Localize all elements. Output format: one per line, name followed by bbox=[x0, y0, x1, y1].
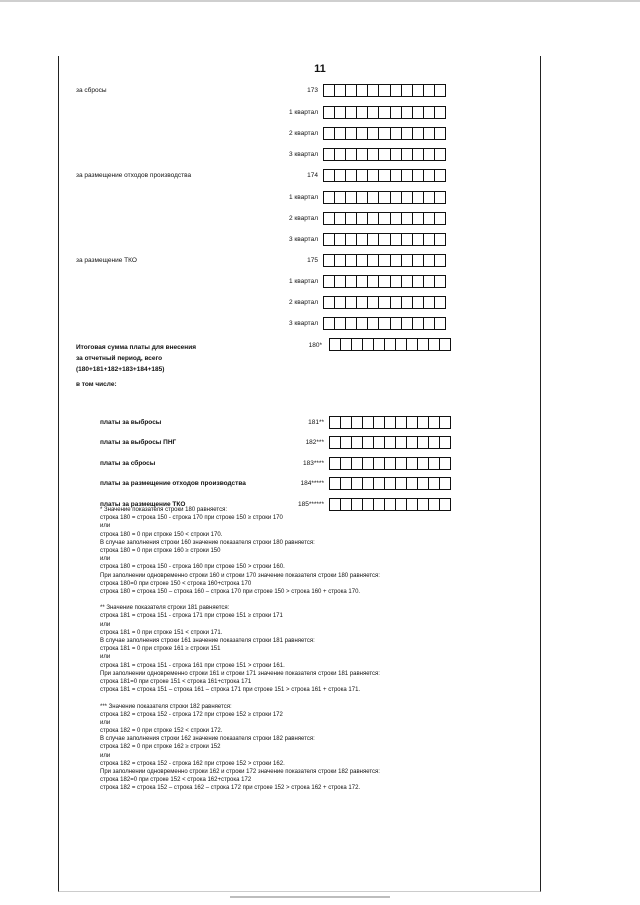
digit-cell[interactable] bbox=[385, 458, 396, 469]
digit-cell[interactable] bbox=[346, 297, 357, 308]
digit-cell[interactable] bbox=[357, 128, 368, 139]
scan-edge-top bbox=[0, 0, 640, 2]
digit-cell[interactable] bbox=[368, 85, 379, 96]
sub-row-label: платы за размещение отходов производства bbox=[100, 480, 246, 487]
sub-row-digit-cells[interactable] bbox=[329, 477, 451, 490]
digit-cell[interactable] bbox=[429, 478, 440, 489]
digit-cell[interactable] bbox=[396, 339, 407, 350]
row-code: 1 квартал bbox=[288, 109, 318, 116]
total-sum-code: 180* bbox=[308, 342, 322, 349]
footnote-line: или bbox=[100, 556, 111, 563]
row-code: 3 квартал bbox=[288, 236, 318, 243]
row-digit-cells[interactable] bbox=[323, 275, 446, 288]
digit-cell[interactable] bbox=[413, 297, 424, 308]
digit-cell[interactable] bbox=[346, 107, 357, 118]
digit-cell[interactable] bbox=[324, 192, 335, 203]
digit-cell[interactable] bbox=[335, 213, 346, 224]
row-digit-cells[interactable] bbox=[323, 127, 446, 140]
digit-cell[interactable] bbox=[335, 234, 346, 245]
digit-cell[interactable] bbox=[424, 192, 435, 203]
sub-row-digit-cells[interactable] bbox=[329, 457, 451, 470]
digit-cell[interactable] bbox=[424, 276, 435, 287]
digit-cell[interactable] bbox=[396, 458, 407, 469]
digit-cell[interactable] bbox=[407, 417, 418, 428]
row-digit-cells[interactable] bbox=[323, 191, 446, 204]
row-digit-cells[interactable] bbox=[323, 317, 446, 330]
digit-cell[interactable] bbox=[435, 255, 445, 266]
digit-cell[interactable] bbox=[396, 437, 407, 448]
digit-cell[interactable] bbox=[424, 213, 435, 224]
digit-cell[interactable] bbox=[324, 85, 335, 96]
digit-cell[interactable] bbox=[435, 128, 445, 139]
digit-cell[interactable] bbox=[368, 107, 379, 118]
digit-cell[interactable] bbox=[357, 149, 368, 160]
digit-cell[interactable] bbox=[391, 318, 402, 329]
footnote-line: строка 182 = строка 152 - строка 172 при строке 152 ≥ строки 172 bbox=[100, 711, 283, 718]
digit-cell[interactable] bbox=[402, 297, 413, 308]
digit-cell[interactable] bbox=[391, 192, 402, 203]
digit-cell[interactable] bbox=[330, 478, 341, 489]
digit-cell[interactable] bbox=[335, 276, 346, 287]
row-code: 2 квартал bbox=[288, 130, 318, 137]
digit-cell[interactable] bbox=[368, 149, 379, 160]
row-digit-cells[interactable] bbox=[323, 212, 446, 225]
digit-cell[interactable] bbox=[435, 213, 445, 224]
digit-cell[interactable] bbox=[391, 297, 402, 308]
digit-cell[interactable] bbox=[429, 437, 440, 448]
digit-cell[interactable] bbox=[391, 107, 402, 118]
digit-cell[interactable] bbox=[363, 437, 374, 448]
digit-cell[interactable] bbox=[402, 149, 413, 160]
footnote-line: или bbox=[100, 719, 111, 726]
row-label: за размещение ТКО bbox=[76, 257, 137, 264]
digit-cell[interactable] bbox=[363, 478, 374, 489]
digit-cell[interactable] bbox=[335, 107, 346, 118]
digit-cell[interactable] bbox=[429, 499, 440, 510]
row-code: 2 квартал bbox=[288, 299, 318, 306]
footnote-line: строка 181 = строка 151 – строка 161 – строка 171 при строке 151 > строка 161 + строка 171. bbox=[100, 687, 361, 694]
footnote-line: строка 181 = строка 151 - строка 161 при строке 151 > строки 161. bbox=[100, 662, 285, 669]
digit-cell[interactable] bbox=[413, 318, 424, 329]
digit-cell[interactable] bbox=[429, 339, 440, 350]
digit-cell[interactable] bbox=[330, 458, 341, 469]
footnote-line: строка 180=0 при строке 150 < строка 160+строка 170 bbox=[100, 580, 252, 587]
digit-cell[interactable] bbox=[396, 417, 407, 428]
digit-cell[interactable] bbox=[379, 85, 390, 96]
footnote-line: или bbox=[100, 523, 111, 530]
row-code: 3 квартал bbox=[288, 320, 318, 327]
digit-cell[interactable] bbox=[402, 128, 413, 139]
sub-row-code: 183**** bbox=[303, 460, 324, 467]
footnote-line bbox=[100, 596, 380, 604]
row-label: за размещение отходов производства bbox=[76, 172, 192, 179]
footnote-line: строка 180 = строка 150 - строка 170 при строке 150 ≥ строки 170 bbox=[100, 515, 283, 522]
digit-cell[interactable] bbox=[440, 437, 450, 448]
digit-cell[interactable] bbox=[341, 478, 352, 489]
digit-cell[interactable] bbox=[424, 107, 435, 118]
digit-cell[interactable] bbox=[379, 297, 390, 308]
digit-cell[interactable] bbox=[335, 85, 346, 96]
digit-cell[interactable] bbox=[402, 213, 413, 224]
digit-cell[interactable] bbox=[435, 149, 445, 160]
sub-row-label: платы за размещение ТКО bbox=[100, 501, 186, 508]
footnote-line: строка 181 = 0 при строке 161 ≥ строки 151 bbox=[100, 646, 221, 653]
digit-cell[interactable] bbox=[402, 276, 413, 287]
row-code: 173 bbox=[307, 87, 318, 94]
digit-cell[interactable] bbox=[335, 170, 346, 181]
digit-cell[interactable] bbox=[435, 234, 445, 245]
footnote-line: или bbox=[100, 621, 111, 628]
digit-cell[interactable] bbox=[379, 276, 390, 287]
digit-cell[interactable] bbox=[341, 339, 352, 350]
digit-cell[interactable] bbox=[357, 107, 368, 118]
footnote-line: строка 180 = 0 при строке 160 ≥ строки 150 bbox=[100, 547, 221, 554]
digit-cell[interactable] bbox=[413, 276, 424, 287]
footnote-line: В случае заполнения строки 160 значение показателя строки 180 равняется: bbox=[100, 539, 315, 546]
digit-cell[interactable] bbox=[379, 170, 390, 181]
footnote-line: строка 180 = строка 150 – строка 160 – строка 170 при строке 150 > строка 160 + строка 170. bbox=[100, 588, 361, 595]
digit-cell[interactable] bbox=[324, 107, 335, 118]
digit-cell[interactable] bbox=[435, 297, 445, 308]
digit-cell[interactable] bbox=[363, 417, 374, 428]
digit-cell[interactable] bbox=[379, 234, 390, 245]
row-digit-cells[interactable] bbox=[323, 254, 446, 267]
digit-cell[interactable] bbox=[385, 499, 396, 510]
digit-cell[interactable] bbox=[346, 170, 357, 181]
digit-cell[interactable] bbox=[424, 85, 435, 96]
digit-cell[interactable] bbox=[335, 255, 346, 266]
digit-cell[interactable] bbox=[324, 255, 335, 266]
digit-cell[interactable] bbox=[368, 297, 379, 308]
digit-cell[interactable] bbox=[402, 170, 413, 181]
digit-cell[interactable] bbox=[402, 192, 413, 203]
digit-cell[interactable] bbox=[357, 234, 368, 245]
digit-cell[interactable] bbox=[424, 149, 435, 160]
digit-cell[interactable] bbox=[368, 318, 379, 329]
footnote-line: строка 182=0 при строке 152 < строка 162+строка 172 bbox=[100, 777, 252, 784]
digit-cell[interactable] bbox=[324, 234, 335, 245]
digit-cell[interactable] bbox=[407, 458, 418, 469]
digit-cell[interactable] bbox=[435, 192, 445, 203]
row-digit-cells[interactable] bbox=[323, 233, 446, 246]
digit-cell[interactable] bbox=[335, 297, 346, 308]
digit-cell[interactable] bbox=[435, 170, 445, 181]
sub-row-digit-cells[interactable] bbox=[329, 436, 451, 449]
digit-cell[interactable] bbox=[346, 276, 357, 287]
digit-cell[interactable] bbox=[368, 213, 379, 224]
digit-cell[interactable] bbox=[368, 170, 379, 181]
digit-cell[interactable] bbox=[413, 192, 424, 203]
digit-cell[interactable] bbox=[418, 339, 429, 350]
row-code: 1 квартал bbox=[288, 194, 318, 201]
footnote-line: В случае заполнения строки 161 значение показателя строки 181 равняется: bbox=[100, 638, 315, 644]
row-label: за сбросы bbox=[76, 87, 107, 94]
digit-cell[interactable] bbox=[346, 128, 357, 139]
digit-cell[interactable] bbox=[330, 417, 341, 428]
digit-cell[interactable] bbox=[374, 478, 385, 489]
sub-row-label: платы за выбросы bbox=[100, 419, 162, 426]
digit-cell[interactable] bbox=[424, 170, 435, 181]
digit-cell[interactable] bbox=[435, 107, 445, 118]
digit-cell[interactable] bbox=[385, 478, 396, 489]
digit-cell[interactable] bbox=[396, 478, 407, 489]
digit-cell[interactable] bbox=[357, 255, 368, 266]
digit-cell[interactable] bbox=[424, 297, 435, 308]
page-number: 11 bbox=[314, 63, 326, 75]
footnote-line: строка 180 = 0 при строке 150 < строки 170. bbox=[100, 531, 223, 538]
digit-cell[interactable] bbox=[435, 318, 445, 329]
digit-cell[interactable] bbox=[379, 255, 390, 266]
row-code: 1 квартал bbox=[288, 278, 318, 285]
digit-cell[interactable] bbox=[413, 107, 424, 118]
digit-cell[interactable] bbox=[413, 170, 424, 181]
digit-cell[interactable] bbox=[391, 149, 402, 160]
digit-cell[interactable] bbox=[407, 437, 418, 448]
footnote-line: В случае заполнения строки 162 значение показателя строки 182 равняется: bbox=[100, 736, 315, 743]
digit-cell[interactable] bbox=[352, 339, 363, 350]
digit-cell[interactable] bbox=[435, 276, 445, 287]
digit-cell[interactable] bbox=[379, 107, 390, 118]
digit-cell[interactable] bbox=[379, 213, 390, 224]
digit-cell[interactable] bbox=[330, 437, 341, 448]
digit-cell[interactable] bbox=[346, 192, 357, 203]
digit-cell[interactable] bbox=[335, 318, 346, 329]
digit-cell[interactable] bbox=[346, 255, 357, 266]
digit-cell[interactable] bbox=[440, 499, 450, 510]
footnote-line: ** Значение показателя строки 181 равняется: bbox=[100, 605, 230, 612]
digit-cell[interactable] bbox=[346, 318, 357, 329]
digit-cell[interactable] bbox=[385, 437, 396, 448]
digit-cell[interactable] bbox=[391, 276, 402, 287]
digit-cell[interactable] bbox=[379, 149, 390, 160]
sub-row-digit-cells[interactable] bbox=[329, 416, 451, 429]
footnote-line: * Значение показателя строки 180 равняется: bbox=[100, 507, 227, 513]
row-digit-cells[interactable] bbox=[323, 148, 446, 161]
digit-cell[interactable] bbox=[357, 213, 368, 224]
row-digit-cells[interactable] bbox=[323, 84, 446, 97]
digit-cell[interactable] bbox=[352, 417, 363, 428]
footnote-line: строка 181 = 0 при строке 151 < строки 171. bbox=[100, 629, 223, 636]
digit-cell[interactable] bbox=[402, 107, 413, 118]
digit-cell[interactable] bbox=[391, 170, 402, 181]
digit-cell[interactable] bbox=[413, 149, 424, 160]
digit-cell[interactable] bbox=[418, 478, 429, 489]
digit-cell[interactable] bbox=[352, 458, 363, 469]
digit-cell[interactable] bbox=[440, 458, 450, 469]
digit-cell[interactable] bbox=[391, 213, 402, 224]
digit-cell[interactable] bbox=[418, 458, 429, 469]
row-digit-cells[interactable] bbox=[323, 296, 446, 309]
digit-cell[interactable] bbox=[391, 128, 402, 139]
digit-cell[interactable] bbox=[368, 276, 379, 287]
digit-cell[interactable] bbox=[335, 149, 346, 160]
digit-cell[interactable] bbox=[324, 276, 335, 287]
total-sum-cells[interactable] bbox=[329, 338, 451, 351]
digit-cell[interactable] bbox=[402, 234, 413, 245]
digit-cell[interactable] bbox=[402, 85, 413, 96]
digit-cell[interactable] bbox=[424, 128, 435, 139]
digit-cell[interactable] bbox=[402, 318, 413, 329]
digit-cell[interactable] bbox=[357, 276, 368, 287]
digit-cell[interactable] bbox=[335, 128, 346, 139]
digit-cell[interactable] bbox=[385, 417, 396, 428]
digit-cell[interactable] bbox=[368, 128, 379, 139]
in-that-label: в том числе: bbox=[76, 381, 117, 388]
digit-cell[interactable] bbox=[346, 149, 357, 160]
digit-cell[interactable] bbox=[385, 339, 396, 350]
digit-cell[interactable] bbox=[440, 478, 450, 489]
digit-cell[interactable] bbox=[429, 458, 440, 469]
digit-cell[interactable] bbox=[324, 213, 335, 224]
digit-cell[interactable] bbox=[402, 255, 413, 266]
digit-cell[interactable] bbox=[346, 234, 357, 245]
footnote-line: или bbox=[100, 752, 111, 759]
row-digit-cells[interactable] bbox=[323, 169, 446, 182]
digit-cell[interactable] bbox=[368, 234, 379, 245]
digit-cell[interactable] bbox=[413, 213, 424, 224]
digit-cell[interactable] bbox=[413, 255, 424, 266]
footnote-line: строка 181=0 при строке 151 < строка 161+строка 171 bbox=[100, 678, 252, 685]
digit-cell[interactable] bbox=[357, 318, 368, 329]
digit-cell[interactable] bbox=[413, 128, 424, 139]
digit-cell[interactable] bbox=[379, 318, 390, 329]
digit-cell[interactable] bbox=[374, 339, 385, 350]
digit-cell[interactable] bbox=[363, 339, 374, 350]
footnote-line: строка 182 = 0 при строке 162 ≥ строки 152 bbox=[100, 744, 221, 751]
row-code: 174 bbox=[307, 172, 318, 179]
footnote-line: При заполнении одновременно строки 161 и строки 171 значение показателя строки 181 равняется: bbox=[100, 670, 380, 677]
digit-cell[interactable] bbox=[357, 170, 368, 181]
sub-row-code: 185****** bbox=[297, 501, 324, 508]
digit-cell[interactable] bbox=[424, 318, 435, 329]
digit-cell[interactable] bbox=[413, 234, 424, 245]
digit-cell[interactable] bbox=[413, 85, 424, 96]
digit-cell[interactable] bbox=[407, 478, 418, 489]
digit-cell[interactable] bbox=[324, 149, 335, 160]
digit-cell[interactable] bbox=[391, 255, 402, 266]
digit-cell[interactable] bbox=[368, 255, 379, 266]
digit-cell[interactable] bbox=[379, 192, 390, 203]
digit-cell[interactable] bbox=[324, 128, 335, 139]
footnote-line: строка 181 = строка 151 - строка 171 при строке 151 ≥ строки 171 bbox=[100, 613, 283, 620]
digit-cell[interactable] bbox=[346, 85, 357, 96]
total-sum-label: Итоговая сумма платы для внесения за отчетный период, всего (180+181+182+183+184+185) bbox=[76, 344, 197, 373]
digit-cell[interactable] bbox=[357, 85, 368, 96]
footnote-line: строка 182 = строка 152 - строка 162 при строке 152 > строки 162. bbox=[100, 760, 285, 767]
digit-cell[interactable] bbox=[407, 339, 418, 350]
row-code: 2 квартал bbox=[288, 215, 318, 222]
digit-cell[interactable] bbox=[424, 255, 435, 266]
digit-cell[interactable] bbox=[418, 499, 429, 510]
digit-cell[interactable] bbox=[391, 234, 402, 245]
digit-cell[interactable] bbox=[357, 192, 368, 203]
digit-cell[interactable] bbox=[429, 417, 440, 428]
footnote-line bbox=[100, 694, 380, 702]
digit-cell[interactable] bbox=[396, 499, 407, 510]
sub-row-label: платы за сбросы bbox=[100, 460, 156, 467]
digit-cell[interactable] bbox=[341, 417, 352, 428]
digit-cell[interactable] bbox=[324, 318, 335, 329]
sub-row-code: 184***** bbox=[300, 480, 324, 487]
digit-cell[interactable] bbox=[335, 192, 346, 203]
footnote-line: строка 180 = строка 150 - строка 160 при строке 150 > строки 160. bbox=[100, 564, 285, 571]
footnote-line: При заполнении одновременно строки 160 и строки 170 значение показателя строки 180 равняется: bbox=[100, 572, 380, 579]
digit-cell[interactable] bbox=[424, 234, 435, 245]
digit-cell[interactable] bbox=[440, 417, 450, 428]
sub-row-code: 182*** bbox=[305, 439, 324, 446]
digit-cell[interactable] bbox=[363, 458, 374, 469]
digit-cell[interactable] bbox=[418, 417, 429, 428]
digit-cell[interactable] bbox=[352, 437, 363, 448]
digit-cell[interactable] bbox=[435, 85, 445, 96]
footnote-line: *** Значение показателя строки 182 равняется: bbox=[100, 703, 232, 710]
digit-cell[interactable] bbox=[341, 437, 352, 448]
footnote-line: строка 182 = 0 при строке 152 < строки 172. bbox=[100, 728, 223, 735]
sub-row-label: платы за выбросы ПНГ bbox=[100, 439, 177, 446]
digit-cell[interactable] bbox=[324, 297, 335, 308]
footnotes bbox=[100, 506, 380, 793]
digit-cell[interactable] bbox=[379, 128, 390, 139]
sub-row-code: 181** bbox=[308, 419, 324, 426]
digit-cell[interactable] bbox=[407, 499, 418, 510]
row-digit-cells[interactable] bbox=[323, 106, 446, 119]
digit-cell[interactable] bbox=[374, 417, 385, 428]
footnote-line: или bbox=[100, 654, 111, 661]
digit-cell[interactable] bbox=[341, 458, 352, 469]
digit-cell[interactable] bbox=[352, 478, 363, 489]
footnote-line: При заполнении одновременно строки 162 и строки 172 значение показателя строки 182 равняется: bbox=[100, 769, 380, 775]
digit-cell[interactable] bbox=[346, 213, 357, 224]
footnote-line: строка 182 = строка 152 – строка 162 – строка 172 при строке 152 > строка 162 + строка 172. bbox=[100, 785, 361, 792]
digit-cell[interactable] bbox=[368, 192, 379, 203]
digit-cell[interactable] bbox=[374, 437, 385, 448]
scan-edge-bottom bbox=[230, 896, 390, 898]
digit-cell[interactable] bbox=[357, 297, 368, 308]
digit-cell[interactable] bbox=[330, 339, 341, 350]
digit-cell[interactable] bbox=[391, 85, 402, 96]
digit-cell[interactable] bbox=[440, 339, 450, 350]
digit-cell[interactable] bbox=[374, 458, 385, 469]
digit-cell[interactable] bbox=[418, 437, 429, 448]
row-code: 175 bbox=[307, 257, 318, 264]
row-code: 3 квартал bbox=[288, 151, 318, 158]
digit-cell[interactable] bbox=[324, 170, 335, 181]
